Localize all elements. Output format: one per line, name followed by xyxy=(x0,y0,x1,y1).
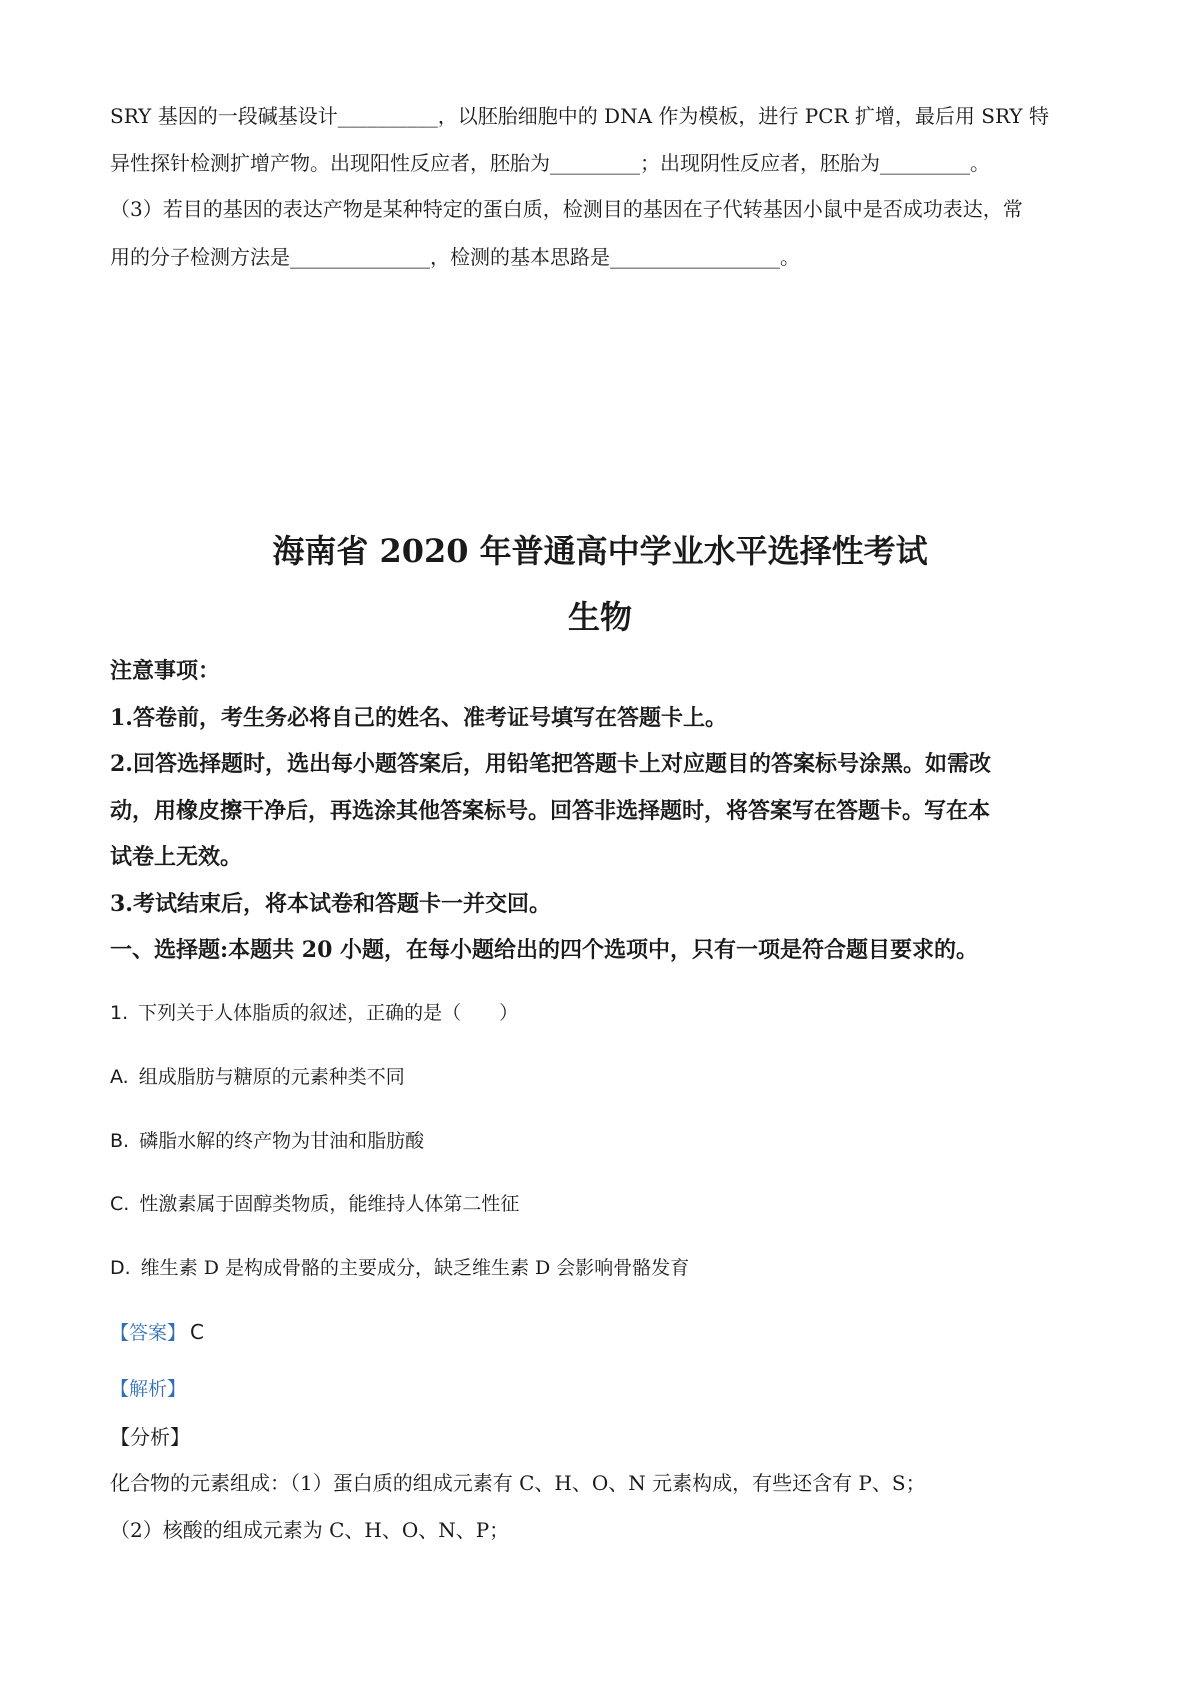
notes-item-2-line-1: 2.回答选择题时，选出每小题答案后，用铅笔把答题卡上对应题目的答案标号涂黑。如需改 xyxy=(110,751,991,777)
analysis-heading: 【分析】 xyxy=(110,1425,190,1449)
option-c xyxy=(110,1189,519,1219)
section-1-heading: 一、选择题:本题共 20 小题，在每小题给出的四个选项中，只有一项是符合题目要求的。 xyxy=(110,937,979,963)
answer-tag: 【答案】 xyxy=(110,1322,187,1344)
option-text: 组成脂肪与糖原的元素种类不同 xyxy=(138,1066,405,1088)
notes-item-2-line-3: 试卷上无效。 xyxy=(110,844,243,870)
prev-question-line-3: （3）若目的基因的表达产物是某种特定的蛋白质，检测目的基因在子代转基因小鼠中是否成功表达，常 xyxy=(110,197,1023,221)
question-number: 1. xyxy=(110,1002,129,1024)
option-text: 性激素属于固醇类物质，能维持人体第二性征 xyxy=(139,1193,520,1215)
analysis-line-1: 化合物的元素组成：（1）蛋白质的组成元素有 C、H、O、N 元素构成，有些还含有 P、S； xyxy=(110,1471,926,1495)
notes-heading: 注意事项： xyxy=(110,658,221,684)
option-a xyxy=(110,1062,405,1092)
analysis-row xyxy=(110,1373,186,1404)
option-letter: D. xyxy=(110,1257,131,1279)
notes-item-3: 3.考试结束后，将本试卷和答题卡一并交回。 xyxy=(110,891,551,917)
option-text: 磷脂水解的终产物为甘油和脂肪酸 xyxy=(139,1130,425,1152)
option-letter: A. xyxy=(110,1066,129,1088)
prev-question-line-1: SRY 基因的一段碱基设计__________，以胚胎细胞中的 DNA 作为模板，进行 PCR 扩增，最后用 SRY 特 xyxy=(110,104,1049,128)
option-letter: B. xyxy=(110,1130,130,1152)
analysis-tag: 【解析】 xyxy=(110,1378,187,1400)
answer-row xyxy=(110,1317,204,1348)
option-letter: C. xyxy=(110,1193,130,1215)
prev-question-line-2: 异性探针检测扩增产物。出现阳性反应者，胚胎为_________；出现阴性反应者，胚胎为_________。 xyxy=(110,151,990,175)
question-stem-text: 下列关于人体脂质的叙述，正确的是（ ） xyxy=(138,1002,519,1024)
question-1-stem xyxy=(110,998,518,1028)
answer-value: C xyxy=(190,1320,204,1344)
exam-subject: 生物 xyxy=(567,598,632,636)
option-text: 维生素 D 是构成骨骼的主要成分，缺乏维生素 D 会影响骨骼发育 xyxy=(140,1257,690,1279)
exam-title: 海南省 2020 年普通高中学业水平选择性考试 xyxy=(272,532,928,570)
prev-question-line-4: 用的分子检测方法是______________，检测的基本思路是_________________。 xyxy=(110,245,800,269)
option-d xyxy=(110,1253,689,1283)
notes-item-2-line-2: 动，用橡皮擦干净后，再选涂其他答案标号。回答非选择题时，将答案写在答题卡。写在本 xyxy=(110,798,991,824)
notes-item-1: 1.答卷前，考生务必将自己的姓名、准考证号填写在答题卡上。 xyxy=(110,705,727,731)
analysis-line-2: （2）核酸的组成元素为 C、H、O、N、P； xyxy=(110,1518,510,1542)
option-b xyxy=(110,1126,424,1156)
